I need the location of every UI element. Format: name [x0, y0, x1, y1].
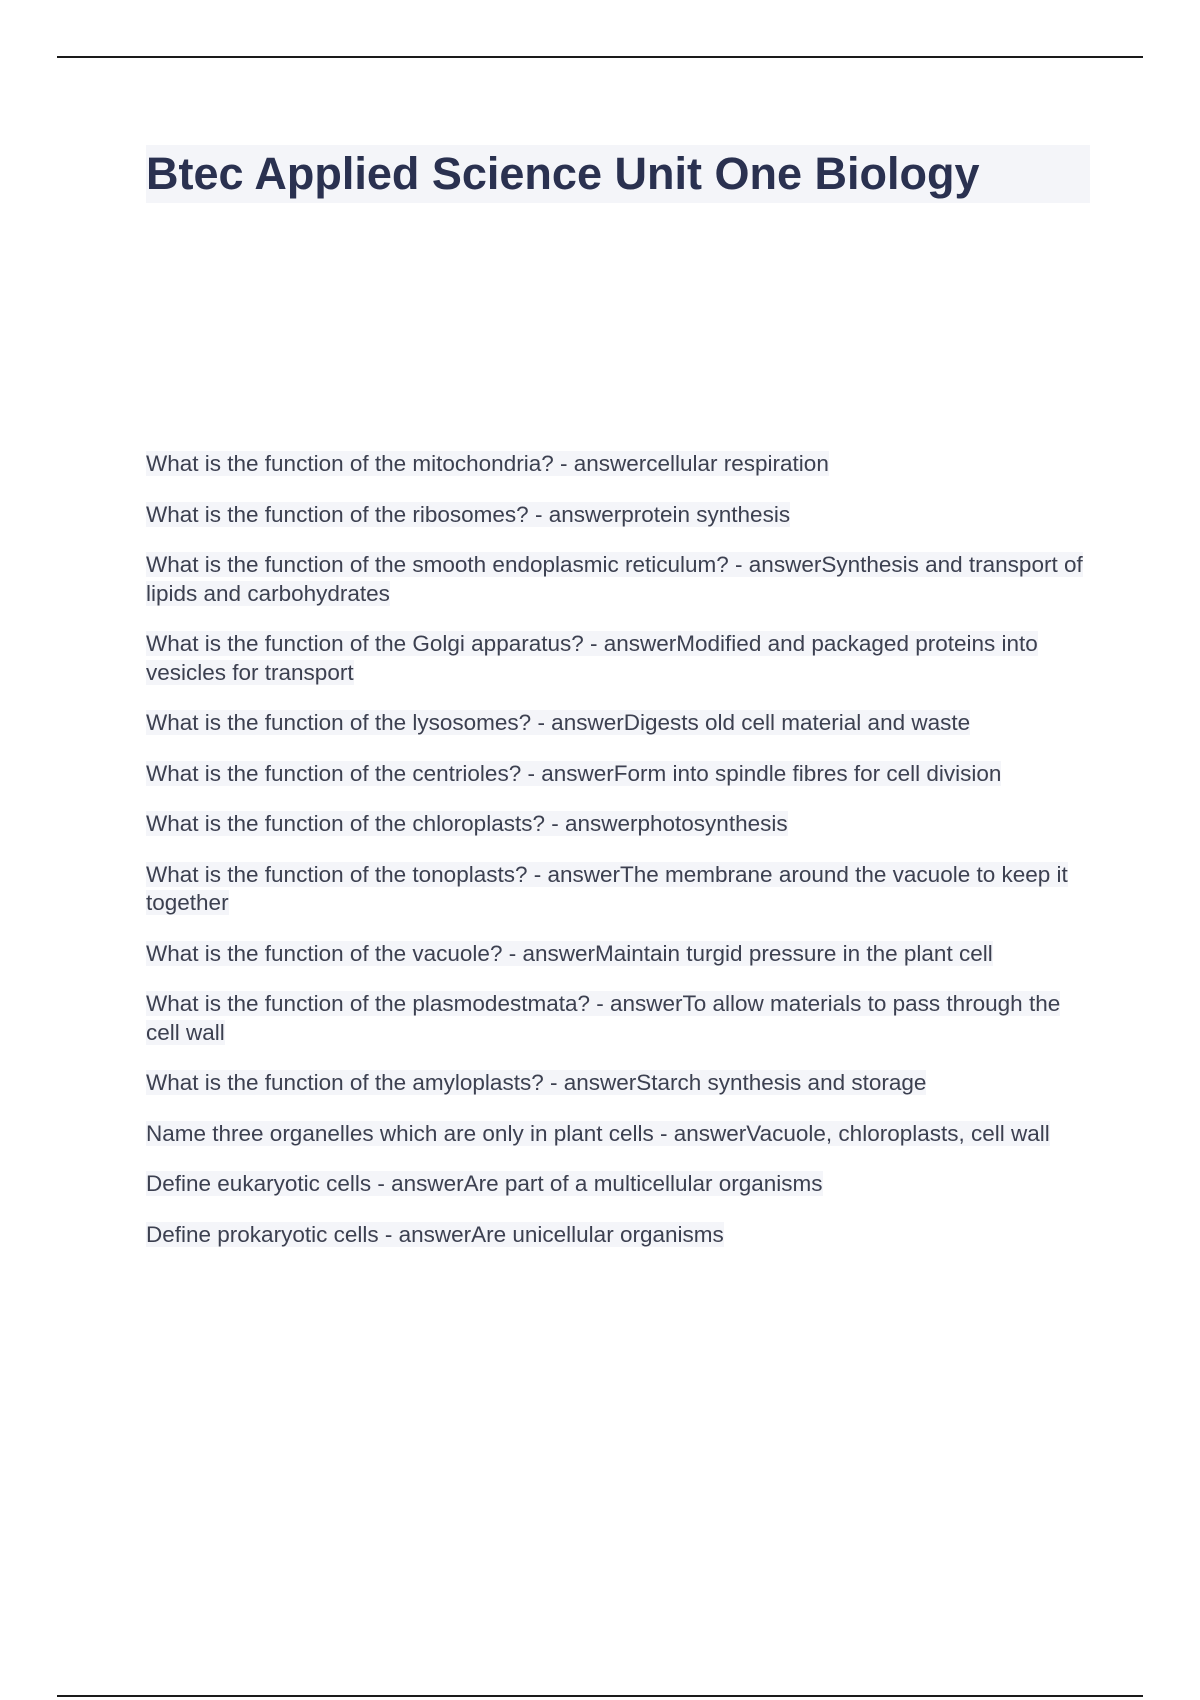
- qa-text: Name three organelles which are only in plant cells - answerVacuole, chloroplasts, cell wall: [146, 1120, 1050, 1146]
- qa-text: What is the function of the ribosomes? - answerprotein synthesis: [146, 501, 791, 527]
- qa-item: [146, 1221, 1086, 1250]
- qa-item: [146, 940, 1086, 969]
- qa-item: [146, 630, 1086, 687]
- qa-item: [146, 810, 1086, 839]
- qa-text: What is the function of the amyloplasts? - answerStarch synthesis and storage: [146, 1070, 927, 1095]
- document-title: Btec Applied Science Unit One Biology: [146, 148, 980, 199]
- qa-text: What is the function of the mitochondria? - answercellular respiration: [146, 451, 829, 476]
- qa-text: What is the function of the centrioles? - answerForm into spindle fibres for cell division: [146, 760, 1002, 786]
- top-rule: [57, 56, 1143, 58]
- qa-text: Define prokaryotic cells - answerAre unicellular organisms: [146, 1221, 724, 1247]
- qa-text: What is the function of the chloroplasts? - answerphotosynthesis: [146, 811, 788, 836]
- qa-text: What is the function of the plasmodestmata? - answerTo allow materials to pass through the cell wall: [146, 991, 1061, 1045]
- qa-text: Define eukaryotic cells - answerAre part of a multicellular organisms: [146, 1171, 823, 1196]
- qa-text: What is the function of the Golgi apparatus? - answerModified and packaged proteins into vesicles for transport: [146, 631, 1038, 685]
- qa-item: [146, 990, 1086, 1047]
- qa-item: [146, 1170, 1086, 1199]
- qa-item: [146, 709, 1086, 738]
- qa-item: [146, 1120, 1086, 1149]
- qa-item: [146, 760, 1086, 789]
- qa-text: What is the function of the lysosomes? - answerDigests old cell material and waste: [146, 710, 971, 735]
- qa-item: [146, 1069, 1086, 1098]
- qa-item: [146, 551, 1086, 608]
- qa-item: [146, 450, 1086, 479]
- qa-item: [146, 501, 1086, 530]
- bottom-rule: [57, 1695, 1143, 1697]
- qa-text: What is the function of the vacuole? - answerMaintain turgid pressure in the plant cell: [146, 940, 993, 966]
- qa-text: What is the function of the smooth endoplasmic reticulum? - answerSynthesis and transport of lipids and carbohydrates: [146, 552, 1083, 606]
- qa-text: What is the function of the tonoplasts? - answerThe membrane around the vacuole to keep it together: [146, 861, 1068, 915]
- qa-item: [146, 861, 1086, 918]
- qa-list: [146, 450, 1086, 1271]
